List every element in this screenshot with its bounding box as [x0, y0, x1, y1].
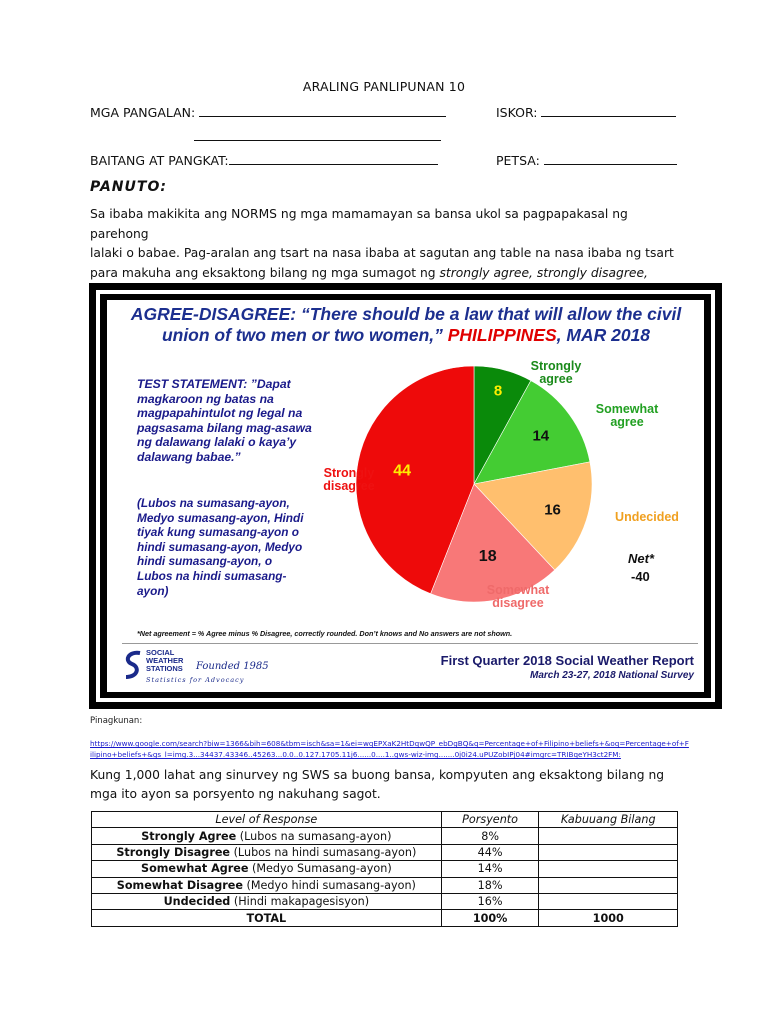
- net-value: -40: [631, 569, 650, 584]
- header-count: Kabuuang Bilang: [539, 812, 678, 828]
- percent-cell: 16%: [441, 893, 539, 909]
- pie-value-label: 14: [532, 427, 550, 445]
- level-translation: (Lubos na sumasang-ayon): [236, 829, 392, 843]
- instructions-line-1: Sa ibaba makikita ang NORMS ng mga mamamayan sa bansa ukol sa pagpapakasal ng parehong: [90, 207, 628, 241]
- level-cell: [92, 844, 442, 860]
- test-statement: TEST STATEMENT: ”Dapat magkaroon ng batas na magpapahintulot ng legal na pagsasama bilang mag-asawa ng dalawang lalaki o kaya’y dalawang babae.”: [137, 377, 312, 464]
- task-line-2: mga ito ayon sa porsyento ng nakuhang sagot.: [90, 787, 381, 801]
- count-cell[interactable]: [539, 861, 678, 877]
- count-cell[interactable]: [539, 893, 678, 909]
- net-label: Net*: [628, 551, 655, 566]
- pie-category-label: Somewhat disagree: [486, 583, 550, 610]
- pie-category-label: Somewhat agree: [595, 402, 659, 429]
- total-label: TOTAL: [92, 910, 442, 926]
- sws-logo-founded: Founded 1985: [196, 661, 269, 672]
- sws-logo-icon: [122, 649, 144, 681]
- pie-category-label: Strongly agree: [530, 359, 582, 386]
- level-cell: [92, 861, 442, 877]
- chart-title-country: PHILIPPINES: [447, 325, 557, 345]
- survey-dates: March 23-27, 2018 National Survey: [530, 670, 694, 681]
- level-cell: [92, 893, 442, 909]
- count-cell[interactable]: [539, 844, 678, 860]
- pie-category-label: Undecided: [615, 510, 679, 524]
- source-label: Pinagkunan:: [90, 716, 143, 726]
- pie-layer: [356, 366, 592, 602]
- table-row: [92, 877, 678, 893]
- table-total-row: [92, 910, 678, 926]
- level-cell: [92, 877, 442, 893]
- chart-divider: [122, 643, 698, 644]
- level-translation: (Medyo hindi sumasang-ayon): [242, 878, 416, 892]
- header-level: Level of Response: [92, 812, 442, 828]
- pie-category-label: Strongly disagree: [323, 466, 375, 493]
- chart-title-line-1: AGREE-DISAGREE: “There should be a law that will allow the civil: [130, 304, 682, 324]
- instructions-line-3-text: para makuha ang eksaktong bilang ng mga sumagot ng: [90, 265, 440, 280]
- level-translation: (Medyo Sumasang-ayon): [248, 862, 392, 876]
- level-translation: (Lubos na hindi sumasang-ayon): [230, 845, 417, 859]
- score-label: ISKOR:: [496, 105, 538, 120]
- percent-cell: 18%: [441, 877, 539, 893]
- table-row: [92, 861, 678, 877]
- pie-value-label: 8: [493, 382, 503, 400]
- page-title: ARALING PANLIPUNAN 10: [302, 79, 466, 94]
- pie-value-label: 18: [478, 547, 497, 565]
- level-name: Somewhat Agree: [141, 862, 249, 876]
- sws-logo-line-1: SOCIAL: [146, 648, 175, 657]
- table-row: [92, 893, 678, 909]
- sws-logo-line-3: STATIONS: [146, 664, 183, 673]
- table-row: [92, 828, 678, 844]
- level-name: Somewhat Disagree: [116, 878, 243, 892]
- pie-value-label: 16: [544, 501, 561, 519]
- table-row: [92, 844, 678, 860]
- source-link[interactable]: https://www.google.com/search?biw=1366&bih=608&tbm=isch&sa=1&ei=wqEPXaK2HtDqwQP_ebDgBQ&q=Percentage+of+Filipino+beliefs+&oq=Percentage+of+Filipino+beliefs+&gs_l=img.3...34437.43346..45263...0.0..0.127.1705.11j6......0....1..gws-wiz-img.......0j0i24.uPUZobIPj04#imgrc=TRIBqeYH3ct2FM:: [90, 739, 689, 759]
- date-label: PETSA:: [496, 153, 540, 168]
- header-percent: Porsyento: [441, 812, 539, 828]
- pie-value-label: 44: [393, 462, 412, 480]
- grade-label: BAITANG AT PANGKAT:: [90, 153, 229, 168]
- percent-cell: 8%: [441, 828, 539, 844]
- percent-cell: 44%: [441, 844, 539, 860]
- sws-logo: [122, 647, 282, 687]
- task-line-1: Kung 1,000 lahat ang sinurvey ng SWS sa buong bansa, kompyuten ang eksaktong bilang ng: [90, 768, 665, 782]
- test-statement-translation: (Lubos na sumasang-ayon, Medyo sumasang-ayon, Hindi tiyak kung sumasang-ayon o hindi sumasang-ayon, Medyo hindi sumasang-ayon, o Lubos na hindi sumasang-ayon): [137, 496, 304, 598]
- level-translation: (Hindi makapagesisyon): [230, 895, 370, 909]
- instructions-line-2: lalaki o babae. Pag-aralan ang tsart na nasa ibaba at sagutan ang table na nasa ibaba ng tsart: [90, 246, 674, 260]
- count-cell[interactable]: [539, 828, 678, 844]
- count-cell[interactable]: [539, 877, 678, 893]
- table-header-row: [92, 812, 678, 828]
- instructions-heading: PANUTO:: [90, 179, 167, 195]
- instructions-line-3-italic: strongly agree, strongly disagree,: [439, 265, 648, 280]
- level-cell: [92, 828, 442, 844]
- percent-cell: 14%: [441, 861, 539, 877]
- level-name: Undecided: [163, 895, 231, 909]
- sws-logo-line-2: WEATHER: [146, 656, 184, 665]
- names-label: MGA PANGALAN:: [90, 105, 196, 120]
- chart-title-line-2-text: union of two men or two women,”: [161, 325, 448, 345]
- total-percent: 100%: [441, 910, 539, 926]
- level-name: Strongly Disagree: [116, 845, 231, 859]
- task-paragraph: [90, 766, 690, 804]
- response-table: [91, 811, 678, 927]
- chart-title-date: , MAR 2018: [556, 325, 651, 345]
- chart-footnote: *Net agreement = % Agree minus % Disagree, correctly rounded. Don’t knows and No answers are not shown.: [137, 629, 513, 638]
- report-title: First Quarter 2018 Social Weather Report: [440, 653, 694, 668]
- sws-logo-tagline: Statistics for Advocacy: [146, 676, 245, 684]
- total-count: 1000: [539, 910, 678, 926]
- level-name: Strongly Agree: [141, 829, 237, 843]
